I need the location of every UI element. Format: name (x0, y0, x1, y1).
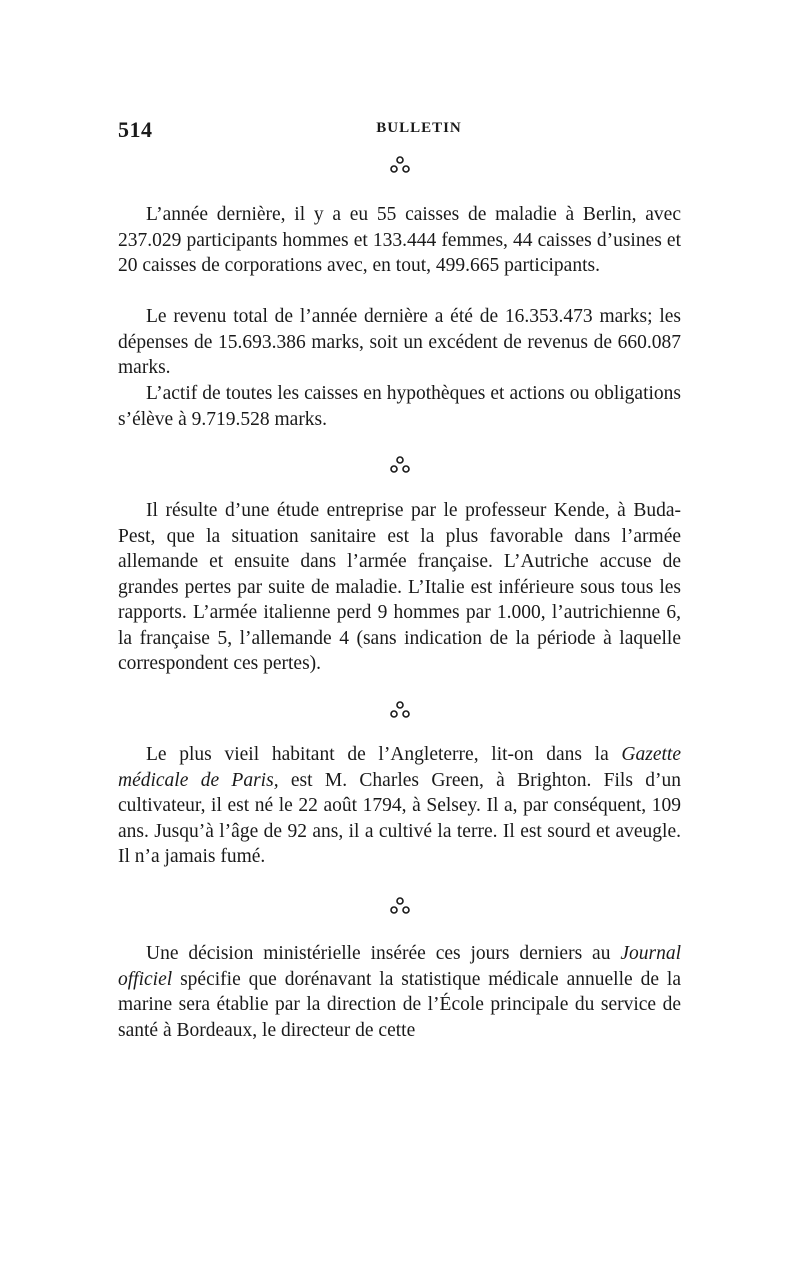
italic-title-gazette: Gazette médicale de Paris, (118, 744, 681, 791)
paragraph-charles-green (118, 742, 681, 870)
asterism-separator (360, 454, 440, 478)
text-run: spécifie que dorénavant la statistique médicale annuelle de la marine sera établie par la direction de l’École principale du service de santé à Bordeaux, le directeur de cette (118, 968, 681, 1041)
running-title: BULLETIN (376, 120, 462, 136)
paragraph-decision-ministerielle (118, 941, 681, 1043)
text-run: Le plus vieil habitant de l’Angleterre, lit-on dans la (146, 744, 622, 765)
paragraph-actif: L’actif de toutes les caisses en hypothèques et actions ou obligations s’élève à 9.719.528 marks. (118, 383, 681, 430)
asterism-separator (360, 699, 440, 723)
text-run: Une décision ministérielle insérée ces jours derniers au (146, 943, 621, 964)
paragraph-berlin-caisses: L’année dernière, il y a eu 55 caisses de maladie à Berlin, avec 237.029 participants hommes et 133.444 femmes, 44 caisses d’usines et 20 caisses de corporations avec, en tout, 499.665 participants. (118, 204, 681, 276)
paragraph-etude-kende: Il résulte d’une étude entreprise par le professeur Kende, à Buda-Pest, que la situation sanitaire est la plus favorable dans l’armée allemande et ensuite dans l’armée française. L’Autriche accuse de grandes pertes par suite de maladie. L’Italie est inférieure sous tous les rapports. L’armée italienne perd 9 hommes par 1.000, l’autrichienne 6, la française 5, l’allemande 4 (sans indication de la période à laquelle correspondent ces pertes). (118, 500, 681, 674)
asterism-separator (360, 154, 440, 178)
asterism-separator (360, 895, 440, 919)
paragraph-revenu: Le revenu total de l’année dernière a été de 16.353.473 marks; les dépenses de 15.693.386 marks, soit un excédent de revenus de 660.087 marks. (118, 306, 681, 378)
italic-title-journal-officiel: Journal officiel (118, 943, 681, 990)
page-header (118, 117, 680, 141)
page-number: 514 (118, 117, 153, 142)
text-run: est M. Charles Green, à Brighton. Fils d’un cultivateur, il est né le 22 août 1794, à Selsey. Il a, par conséquent, 109 ans. Jusqu’à l’âge de 92 ans, il a cultivé la terre. Il est sourd et aveugle. Il n’a jamais fumé. (118, 769, 681, 867)
